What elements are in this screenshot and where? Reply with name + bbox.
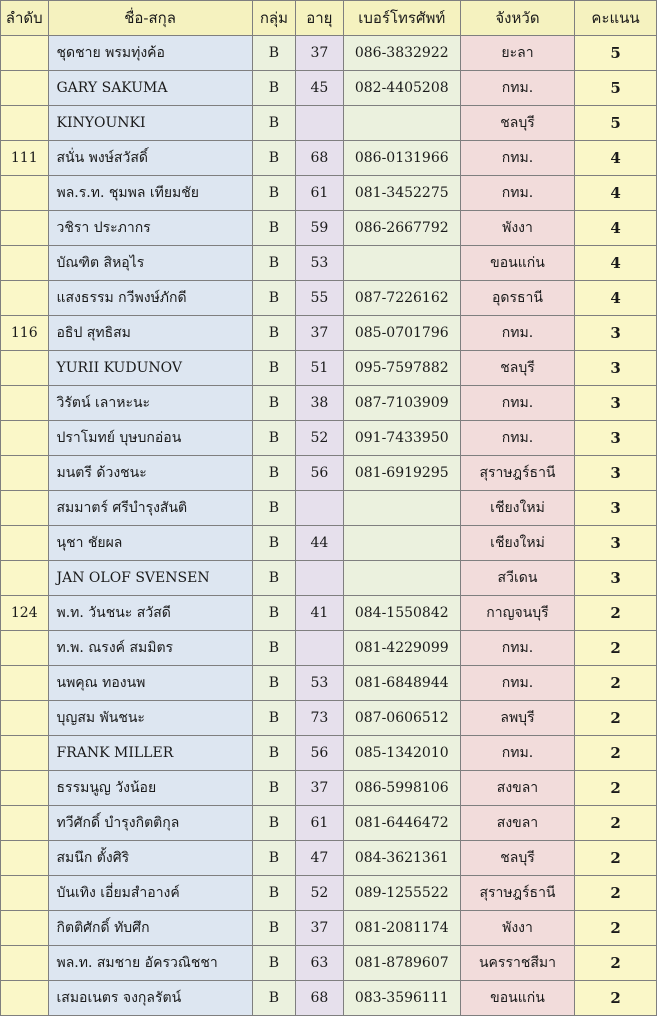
cell-no: [1, 946, 49, 981]
table-row: [1, 841, 657, 876]
cell-phone: 081-6919295: [343, 456, 460, 491]
table-row: [1, 36, 657, 71]
cell-group: B: [252, 316, 295, 351]
cell-age: 51: [296, 351, 344, 386]
cell-province: อุดรธานี: [460, 281, 574, 316]
cell-no: [1, 71, 49, 106]
cell-phone: 081-8789607: [343, 946, 460, 981]
cell-group: B: [252, 281, 295, 316]
header-no: ลำดับ: [1, 1, 49, 36]
cell-score: 3: [575, 316, 657, 351]
cell-no: [1, 736, 49, 771]
cell-no: [1, 841, 49, 876]
cell-group: B: [252, 631, 295, 666]
cell-score: 4: [575, 281, 657, 316]
cell-name: วชิรา ประภากร: [48, 211, 252, 246]
cell-score: 2: [575, 596, 657, 631]
cell-score: 3: [575, 421, 657, 456]
cell-phone: 091-7433950: [343, 421, 460, 456]
cell-no: 116: [1, 316, 49, 351]
cell-age: 37: [296, 316, 344, 351]
cell-age: 56: [296, 456, 344, 491]
cell-group: B: [252, 106, 295, 141]
table-row: [1, 701, 657, 736]
cell-group: B: [252, 176, 295, 211]
cell-phone: [343, 246, 460, 281]
cell-province: กทม.: [460, 386, 574, 421]
table-row: [1, 141, 657, 176]
cell-group: B: [252, 806, 295, 841]
table-row: [1, 176, 657, 211]
cell-age: 55: [296, 281, 344, 316]
cell-no: [1, 386, 49, 421]
cell-age: 53: [296, 246, 344, 281]
cell-age: 68: [296, 141, 344, 176]
cell-score: 2: [575, 981, 657, 1016]
table-row: [1, 981, 657, 1016]
cell-no: [1, 806, 49, 841]
cell-score: 2: [575, 631, 657, 666]
cell-province: กทม.: [460, 316, 574, 351]
table-row: [1, 526, 657, 561]
cell-score: 4: [575, 246, 657, 281]
cell-phone: [343, 106, 460, 141]
header-score: คะแนน: [575, 1, 657, 36]
cell-group: B: [252, 946, 295, 981]
cell-province: สงขลา: [460, 806, 574, 841]
cell-name: สมนึก ตั้งศิริ: [48, 841, 252, 876]
cell-name: เสมอเนตร จงกุลรัตน์: [48, 981, 252, 1016]
table-row: [1, 246, 657, 281]
cell-name: ธรรมนูญ วังน้อย: [48, 771, 252, 806]
cell-score: 2: [575, 736, 657, 771]
cell-no: [1, 36, 49, 71]
table-row: [1, 631, 657, 666]
cell-age: 37: [296, 911, 344, 946]
cell-name: FRANK MILLER: [48, 736, 252, 771]
cell-name: พล.ร.ท. ชุมพล เทียมชัย: [48, 176, 252, 211]
cell-age: 41: [296, 596, 344, 631]
cell-phone: 087-7103909: [343, 386, 460, 421]
cell-province: ขอนแก่น: [460, 981, 574, 1016]
cell-phone: 081-4229099: [343, 631, 460, 666]
cell-no: [1, 911, 49, 946]
cell-no: [1, 456, 49, 491]
cell-phone: 086-5998106: [343, 771, 460, 806]
cell-group: B: [252, 246, 295, 281]
cell-group: B: [252, 596, 295, 631]
cell-group: B: [252, 876, 295, 911]
cell-group: B: [252, 841, 295, 876]
table-row: [1, 876, 657, 911]
cell-score: 3: [575, 491, 657, 526]
cell-score: 2: [575, 701, 657, 736]
table-row: [1, 911, 657, 946]
cell-name: บัณฑิต สิหอุไร: [48, 246, 252, 281]
table-row: [1, 561, 657, 596]
cell-no: [1, 666, 49, 701]
table-row: [1, 386, 657, 421]
table-row: [1, 806, 657, 841]
cell-score: 5: [575, 106, 657, 141]
cell-province: พังงา: [460, 211, 574, 246]
cell-age: 45: [296, 71, 344, 106]
cell-phone: [343, 526, 460, 561]
table-row: [1, 281, 657, 316]
cell-province: เชียงใหม่: [460, 491, 574, 526]
cell-phone: 085-0701796: [343, 316, 460, 351]
header-group: กลุ่ม: [252, 1, 295, 36]
cell-score: 3: [575, 561, 657, 596]
cell-score: 2: [575, 806, 657, 841]
cell-province: ชลบุรี: [460, 351, 574, 386]
cell-age: 61: [296, 176, 344, 211]
cell-group: B: [252, 701, 295, 736]
cell-group: B: [252, 736, 295, 771]
cell-score: 4: [575, 141, 657, 176]
table-row: [1, 351, 657, 386]
cell-no: [1, 876, 49, 911]
cell-name: นุชา ชัยผล: [48, 526, 252, 561]
cell-age: 59: [296, 211, 344, 246]
cell-name: สนั่น พงษ์สวัสดิ์: [48, 141, 252, 176]
header-age: อายุ: [296, 1, 344, 36]
cell-age: 68: [296, 981, 344, 1016]
cell-group: B: [252, 71, 295, 106]
cell-score: 3: [575, 456, 657, 491]
cell-age: [296, 631, 344, 666]
cell-province: กทม.: [460, 421, 574, 456]
cell-score: 3: [575, 351, 657, 386]
cell-score: 2: [575, 841, 657, 876]
cell-no: [1, 771, 49, 806]
table-row: [1, 316, 657, 351]
table-row: [1, 456, 657, 491]
cell-no: [1, 526, 49, 561]
cell-name: JAN OLOF SVENSEN: [48, 561, 252, 596]
cell-score: 2: [575, 876, 657, 911]
cell-age: 44: [296, 526, 344, 561]
cell-phone: 081-3452275: [343, 176, 460, 211]
table-row: [1, 946, 657, 981]
cell-group: B: [252, 911, 295, 946]
cell-age: 53: [296, 666, 344, 701]
cell-province: กทม.: [460, 736, 574, 771]
cell-name: พล.ท. สมชาย อัครวณิชชา: [48, 946, 252, 981]
cell-age: 61: [296, 806, 344, 841]
cell-name: บุญสม พันชนะ: [48, 701, 252, 736]
cell-group: B: [252, 456, 295, 491]
table-body: [1, 36, 657, 1016]
table-row: [1, 666, 657, 701]
cell-group: B: [252, 211, 295, 246]
cell-group: B: [252, 386, 295, 421]
cell-name: วิรัตน์ เลาหะนะ: [48, 386, 252, 421]
cell-group: B: [252, 141, 295, 176]
cell-phone: 083-3596111: [343, 981, 460, 1016]
cell-group: B: [252, 351, 295, 386]
cell-name: มนตรี ด้วงชนะ: [48, 456, 252, 491]
cell-no: [1, 491, 49, 526]
cell-name: ชุดชาย พรมทุ่งค้อ: [48, 36, 252, 71]
cell-name: ทวีศักดิ์ บำรุงกิตติกุล: [48, 806, 252, 841]
cell-no: [1, 561, 49, 596]
cell-province: สงขลา: [460, 771, 574, 806]
cell-phone: 081-6848944: [343, 666, 460, 701]
cell-score: 4: [575, 211, 657, 246]
cell-phone: 086-3832922: [343, 36, 460, 71]
cell-name: สมมาตร์ ศรีบำรุงสันติ: [48, 491, 252, 526]
cell-province: ชลบุรี: [460, 106, 574, 141]
cell-province: กทม.: [460, 666, 574, 701]
cell-age: 56: [296, 736, 344, 771]
cell-no: [1, 281, 49, 316]
cell-no: [1, 981, 49, 1016]
cell-province: กทม.: [460, 71, 574, 106]
cell-province: เชียงใหม่: [460, 526, 574, 561]
table-row: [1, 771, 657, 806]
cell-province: ลพบุรี: [460, 701, 574, 736]
cell-province: สุราษฎร์ธานี: [460, 456, 574, 491]
cell-score: 3: [575, 526, 657, 561]
cell-province: กทม.: [460, 631, 574, 666]
cell-name: YURII KUDUNOV: [48, 351, 252, 386]
cell-name: นพคุณ ทองนพ: [48, 666, 252, 701]
cell-no: 111: [1, 141, 49, 176]
cell-province: นครราชสีมา: [460, 946, 574, 981]
cell-phone: 081-2081174: [343, 911, 460, 946]
header-name: ชื่อ-สกุล: [48, 1, 252, 36]
cell-score: 5: [575, 36, 657, 71]
table-row: [1, 736, 657, 771]
table-row: [1, 596, 657, 631]
cell-name: ปราโมทย์ บุษบกอ่อน: [48, 421, 252, 456]
cell-score: 5: [575, 71, 657, 106]
cell-name: แสงธรรม กวีพงษ์ภักดี: [48, 281, 252, 316]
cell-province: สวีเดน: [460, 561, 574, 596]
table-row: [1, 106, 657, 141]
cell-phone: [343, 561, 460, 596]
cell-province: ยะลา: [460, 36, 574, 71]
cell-score: 2: [575, 911, 657, 946]
cell-score: 3: [575, 386, 657, 421]
table-row: [1, 211, 657, 246]
cell-group: B: [252, 526, 295, 561]
table-row: [1, 71, 657, 106]
cell-group: B: [252, 421, 295, 456]
cell-phone: 084-1550842: [343, 596, 460, 631]
cell-age: [296, 491, 344, 526]
cell-phone: 086-2667792: [343, 211, 460, 246]
cell-age: [296, 106, 344, 141]
cell-no: 124: [1, 596, 49, 631]
cell-group: B: [252, 491, 295, 526]
cell-phone: 085-1342010: [343, 736, 460, 771]
cell-group: B: [252, 561, 295, 596]
cell-name: KINYOUNKI: [48, 106, 252, 141]
cell-score: 2: [575, 666, 657, 701]
cell-province: ชลบุรี: [460, 841, 574, 876]
cell-group: B: [252, 666, 295, 701]
cell-no: [1, 631, 49, 666]
cell-name: บันเทิง เอี่ยมสำอางค์: [48, 876, 252, 911]
header-province: จังหวัด: [460, 1, 574, 36]
cell-name: พ.ท. วันชนะ สวัสดี: [48, 596, 252, 631]
cell-age: 63: [296, 946, 344, 981]
cell-group: B: [252, 981, 295, 1016]
header-phone: เบอร์โทรศัพท์: [343, 1, 460, 36]
cell-phone: 082-4405208: [343, 71, 460, 106]
table-row: [1, 421, 657, 456]
cell-no: [1, 421, 49, 456]
cell-name: ท.พ. ณรงค์ สมมิตร: [48, 631, 252, 666]
cell-phone: 095-7597882: [343, 351, 460, 386]
cell-age: 37: [296, 771, 344, 806]
table-row: [1, 491, 657, 526]
cell-no: [1, 246, 49, 281]
cell-phone: 084-3621361: [343, 841, 460, 876]
cell-no: [1, 106, 49, 141]
cell-age: 73: [296, 701, 344, 736]
cell-age: 52: [296, 421, 344, 456]
cell-phone: 089-1255522: [343, 876, 460, 911]
cell-age: [296, 561, 344, 596]
cell-province: กทม.: [460, 176, 574, 211]
cell-province: พังงา: [460, 911, 574, 946]
cell-age: 47: [296, 841, 344, 876]
cell-name: กิตติศักดิ์ ทับศึก: [48, 911, 252, 946]
cell-score: 2: [575, 771, 657, 806]
cell-no: [1, 701, 49, 736]
cell-province: ขอนแก่น: [460, 246, 574, 281]
cell-no: [1, 176, 49, 211]
cell-name: อธิป สุทธิสม: [48, 316, 252, 351]
cell-phone: 081-6446472: [343, 806, 460, 841]
cell-province: สุราษฎร์ธานี: [460, 876, 574, 911]
cell-age: 52: [296, 876, 344, 911]
cell-name: GARY SAKUMA: [48, 71, 252, 106]
cell-age: 38: [296, 386, 344, 421]
cell-group: B: [252, 771, 295, 806]
cell-score: 2: [575, 946, 657, 981]
header-row: [1, 1, 657, 36]
cell-no: [1, 211, 49, 246]
cell-phone: 087-0606512: [343, 701, 460, 736]
cell-province: กทม.: [460, 141, 574, 176]
cell-phone: 086-0131966: [343, 141, 460, 176]
cell-age: 37: [296, 36, 344, 71]
cell-score: 4: [575, 176, 657, 211]
cell-group: B: [252, 36, 295, 71]
cell-phone: 087-7226162: [343, 281, 460, 316]
cell-phone: [343, 491, 460, 526]
cell-no: [1, 351, 49, 386]
cell-province: กาญจนบุรี: [460, 596, 574, 631]
